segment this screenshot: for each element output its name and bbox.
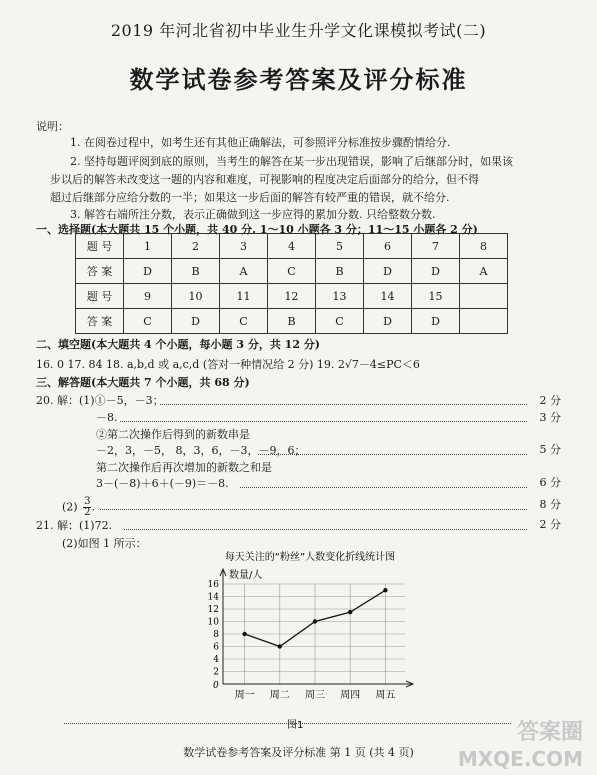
q20-line: －2，3，－5， 8，3，6，－3，－9，6； [96, 444, 306, 457]
chart-xtick-label: 周三 [305, 690, 325, 701]
table-cell: D [124, 259, 172, 284]
chart-xtick-label: 周二 [269, 690, 290, 701]
chart-ytick-label: 10 [207, 617, 219, 628]
table-cell: 6 [364, 234, 412, 259]
table-cell: B [172, 259, 220, 284]
chart-ytick-label: 8 [213, 630, 219, 640]
table-cell: 3 [220, 234, 268, 259]
chart-ytick-label: 6 [213, 642, 219, 653]
table-cell: C [220, 309, 268, 334]
chart-axes [220, 569, 413, 687]
q21-line: (2)如图 1 所示： [62, 537, 147, 550]
table-cell [460, 284, 508, 309]
fraction-numerator: 3 [84, 496, 91, 507]
note-line: 2. 坚持每题评阅到底的原则，当考生的解答在某一步出现错误，影响了后继部分时，如果该 [70, 155, 513, 168]
chart-ytick-label: 14 [207, 592, 219, 603]
note-line: 超过后继部分应给分数的一半；如果这一步后面的解答有较严重的错误，就不给分. [50, 191, 450, 204]
q20-part2-period: . [91, 500, 95, 514]
chart-data-point [383, 588, 387, 592]
table-cell: C [124, 309, 172, 334]
dot-leader [240, 487, 527, 488]
chart-xtick-label: 周五 [375, 690, 396, 701]
table-cell: 答 案 [76, 309, 124, 334]
note-line: 1. 在阅卷过程中，如考生还有其他正确解法，可参照评分标准按步骤酌情给分. [70, 136, 451, 149]
score-mark: 2 分 [539, 394, 561, 407]
chart-data-point [348, 610, 352, 614]
table-cell: 4 [268, 234, 316, 259]
score-mark: 3 分 [539, 411, 561, 424]
note-line: 步以后的解答未改变这一题的内容和难度，可视影响的程度决定后面部分的给分，但不得 [50, 173, 479, 186]
chart-xtick-label: 周一 [234, 690, 255, 701]
table-cell: B [268, 309, 316, 334]
chart-data-point [278, 644, 282, 648]
table-row [76, 284, 508, 309]
table-cell: C [316, 309, 364, 334]
table-cell: B [316, 259, 364, 284]
table-cell: C [268, 259, 316, 284]
table-cell: A [220, 259, 268, 284]
table-cell: 12 [268, 284, 316, 309]
table-cell: 7 [412, 234, 460, 259]
notes-label: 说明： [36, 120, 69, 133]
table-cell: D [364, 309, 412, 334]
section-fill-heading: 二、填空题(本大题共 4 个小题，每小题 3 分，共 12 分) [36, 338, 321, 351]
table-cell: D [412, 309, 460, 334]
chart-title: 每天关注的“粉丝”人数变化折线统计图 [224, 552, 396, 563]
chart-xtick-label: 周四 [340, 690, 361, 701]
chart-data-point [242, 632, 246, 636]
chart-ytick-label: 4 [213, 655, 219, 665]
dot-leader [124, 529, 527, 530]
table-cell [460, 309, 508, 334]
table-cell: D [172, 309, 220, 334]
score-mark: 5 分 [539, 443, 561, 456]
table-cell: A [460, 259, 508, 284]
note-line: 3. 解答右端所注分数，表示正确做到这一步应得的累加分数. 只给整数分数. [70, 208, 436, 221]
table-cell: 9 [124, 284, 172, 309]
chart-caption: 图1 [287, 720, 304, 731]
q20-line: －8. [96, 411, 118, 424]
chart-ytick-label: 16 [207, 580, 219, 590]
table-cell: 1 [124, 234, 172, 259]
q20-part2 [62, 497, 95, 518]
q20-part2-label: (2) [62, 500, 78, 514]
table-cell: D [412, 259, 460, 284]
watermark-domain: MXQE.COM [457, 747, 583, 771]
exam-header-title: 2019 年河北省初中毕业生升学文化课模拟考试(二) [110, 21, 487, 40]
line-chart-svg [195, 548, 425, 733]
q20-line: ②第二次操作后得到的新数串是 [96, 428, 250, 441]
fill-answers: 16. 0 17. 84 18. a,b,d 或 a,c,d (答对一种情况给 2 分) 19. 2√7－4≤PC＜6 [36, 358, 420, 371]
chart-yticks [208, 580, 220, 678]
table-row [76, 259, 508, 284]
answer-table [75, 233, 508, 334]
table-row [76, 234, 508, 259]
dot-leader [160, 404, 527, 405]
section-solution-heading: 三、解答题(本大题共 7 个小题，共 68 分) [36, 376, 250, 389]
score-mark: 8 分 [539, 498, 561, 511]
table-cell: 5 [316, 234, 364, 259]
table-cell: 11 [220, 284, 268, 309]
section-choice-heading: 一、选择题(本大题共 15 个小题，共 40 分. 1～10 小题各 3 分；11～15 小题各 2 分) [36, 223, 478, 236]
chart-xticks [235, 689, 396, 701]
table-cell: D [364, 259, 412, 284]
q20-line: 3－(－8)＋6＋(－9)＝－8. [96, 477, 229, 490]
dot-leader [100, 509, 527, 510]
table-cell: 15 [412, 284, 460, 309]
table-row [76, 309, 508, 334]
dot-leader [258, 454, 527, 455]
chart-grid [223, 584, 405, 684]
q20-line: 20. 解：(1)①－5，－3； [36, 394, 164, 407]
table-cell: 答 案 [76, 259, 124, 284]
table-cell: 13 [316, 284, 364, 309]
line-chart [195, 548, 425, 733]
table-cell: 14 [364, 284, 412, 309]
chart-ytick-label: 12 [207, 605, 219, 615]
q20-line: 第二次操作后再次增加的新数之和是 [96, 461, 272, 474]
fraction-denominator: 2 [84, 507, 91, 518]
chart-data-point [313, 619, 317, 623]
page-footer: 数学试卷参考答案及评分标准 第 1 页 (共 4 页) [183, 746, 414, 759]
table-cell: 8 [460, 234, 508, 259]
q21-line: 21. 解：(1)72. [36, 519, 113, 532]
watermark-logo: 答案圈 [516, 720, 583, 745]
table-cell: 题 号 [76, 234, 124, 259]
table-cell: 2 [172, 234, 220, 259]
document-title: 数学试卷参考答案及评分标准 [129, 65, 468, 94]
table-cell: 10 [172, 284, 220, 309]
bottom-dot-leader [64, 723, 511, 724]
chart-origin-label: 0 [213, 681, 219, 691]
chart-ytick-label: 2 [213, 667, 219, 678]
chart-ylabel: 数量/人 [229, 570, 263, 581]
dot-leader [120, 421, 527, 422]
score-mark: 6 分 [539, 476, 561, 489]
score-mark: 2 分 [539, 518, 561, 531]
table-cell: 题 号 [76, 284, 124, 309]
